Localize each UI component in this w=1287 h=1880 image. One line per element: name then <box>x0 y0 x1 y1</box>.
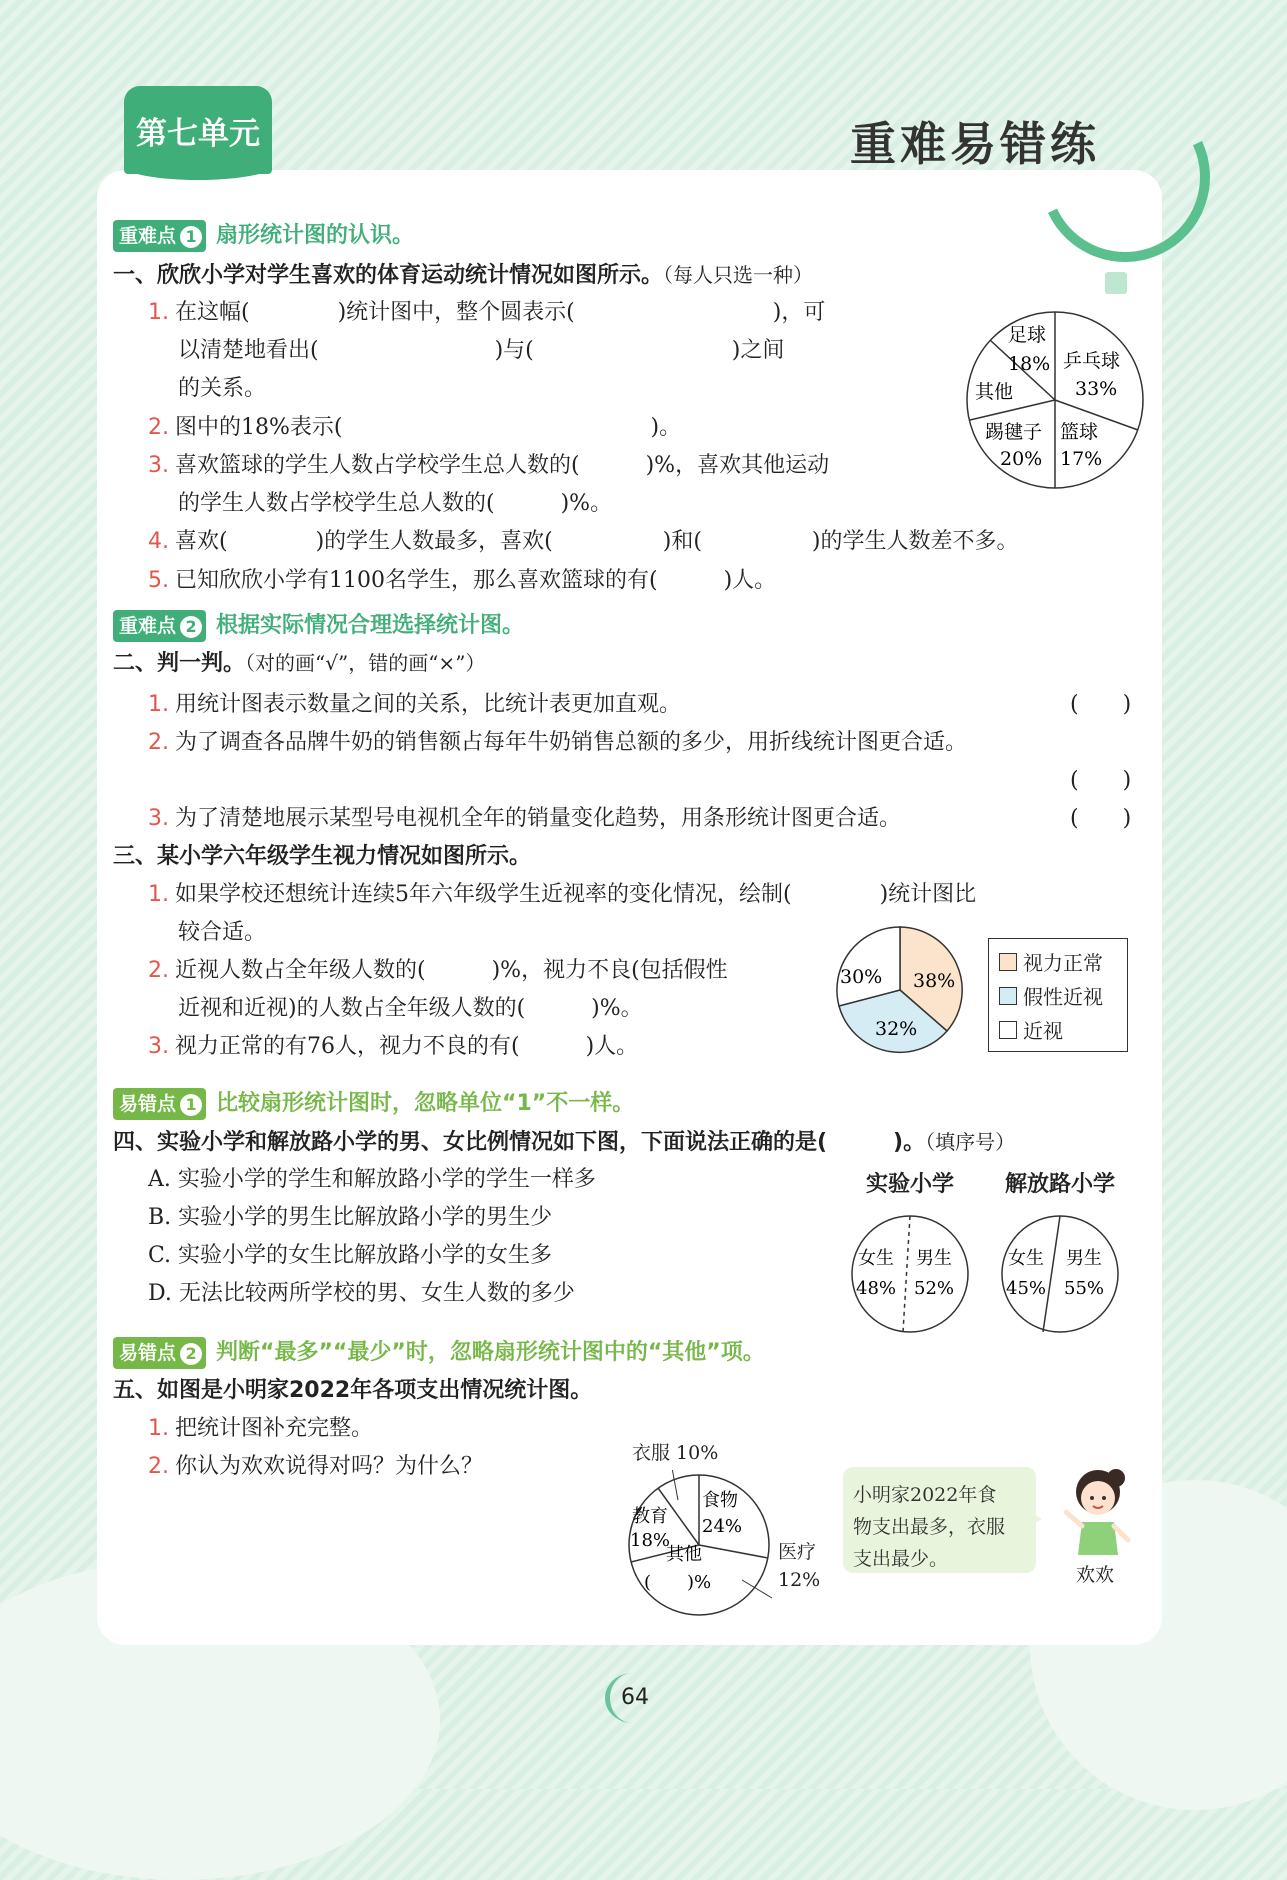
legend-item-myopia: 近视 <box>999 1015 1063 1044</box>
pie-label-football: 足球 <box>1008 324 1047 346</box>
question-5-title: 五、如图是小明家2022年各项支出情况统计图。 <box>113 1378 593 1403</box>
q3-item-3: 3. 视力正常的有76人，视力不良的有( )人。 <box>148 1034 639 1059</box>
svg-text:女生: 女生 <box>858 1248 894 1269</box>
pie-label-medical: 医疗 <box>778 1541 817 1563</box>
pie-label-basketball-pct: 17% <box>1060 448 1103 470</box>
section-tag-key-1: 重难点 1 扇形统计图的认识。 <box>113 220 414 252</box>
q1-item-5: 5. 已知欣欣小学有1100名学生，那么喜欢篮球的有( )人。 <box>148 568 777 593</box>
pie-label-pingpong-pct: 33% <box>1075 378 1118 400</box>
balloon-basket-decoration <box>1105 272 1127 294</box>
q1-item-1: 1. 在这幅( )统计图中，整个圆表示( )，可 <box>148 300 826 325</box>
q1-item-1-line-3: 的关系。 <box>178 376 267 401</box>
svg-text:45%: 45% <box>1006 1278 1047 1299</box>
svg-text:52%: 52% <box>914 1278 955 1299</box>
q4-option-a: A. 实验小学的学生和解放路小学的学生一样多 <box>148 1167 596 1192</box>
page-number: 64 <box>605 1673 660 1723</box>
svg-text:食物: 食物 <box>702 1490 738 1511</box>
character-name: 欢欢 <box>1076 1564 1115 1586</box>
q5-item-1: 1. 把统计图补充完整。 <box>148 1416 374 1441</box>
legend-item-pseudo: 假性近视 <box>999 981 1103 1010</box>
pie-label-pingpong: 乒乓球 <box>1063 350 1121 372</box>
school-a-pie-chart <box>848 1212 972 1336</box>
school-b-title: 解放路小学 <box>1005 1172 1116 1197</box>
unit-tag <box>124 86 272 174</box>
q2-item-3: 3. 为了清楚地展示某型号电视机全年的销量变化趋势，用条形统计图更合适。 <box>148 806 902 831</box>
q2-item-1-answer-blank[interactable]: ( ) <box>1070 692 1132 717</box>
svg-text:男生: 男生 <box>1066 1248 1102 1269</box>
section-tag-error-2: 易错点 2 判断“最多”“最少”时，忽略扇形统计图中的“其他”项。 <box>113 1337 765 1369</box>
pie-label-medical-pct: 12% <box>778 1569 821 1591</box>
pie-label-other: 其他 <box>975 381 1014 403</box>
q2-item-1: 1. 用统计图表示数量之间的关系，比统计表更加直观。 <box>148 692 682 717</box>
q3-item-2-line-2: 近视和近视)的人数占全年级人数的( )%。 <box>178 996 643 1021</box>
question-2-title: 二、判一判。（对的画“√”，错的画“×”） <box>113 651 486 676</box>
question-3-title: 三、某小学六年级学生视力情况如图所示。 <box>113 844 532 869</box>
school-a-title: 实验小学 <box>866 1172 955 1197</box>
pie-label-clothes: 衣服 10% <box>632 1442 719 1464</box>
section-tag-key-2: 重难点 2 根据实际情况合理选择统计图。 <box>113 610 524 642</box>
q2-item-3-answer-blank[interactable]: ( ) <box>1070 806 1132 831</box>
question-4-title: 四、实验小学和解放路小学的男、女比例情况如下图，下面说法正确的是( )。（填序号） <box>113 1130 1016 1155</box>
pie-label-shuttlecock-pct: 20% <box>1000 448 1043 470</box>
svg-text:其他: 其他 <box>666 1544 702 1565</box>
expense-pie-chart <box>624 1470 774 1620</box>
q1-item-2: 2. 图中的18%表示( )。 <box>148 415 682 440</box>
svg-text:55%: 55% <box>1064 1278 1105 1299</box>
section-tag-error-1: 易错点 1 比较扇形统计图时，忽略单位“1”不一样。 <box>113 1088 634 1120</box>
pie-label-basketball: 篮球 <box>1060 421 1099 443</box>
q3-item-1-line-2: 较合适。 <box>178 920 267 945</box>
q1-item-3-line-2: 的学生人数占学校学生总人数的( )%。 <box>178 491 613 516</box>
girl-character-icon <box>1058 1460 1138 1560</box>
page-title: 重难易错练 <box>850 117 1100 171</box>
pie-label-30: 30% <box>840 966 883 988</box>
pie-label-shuttlecock: 踢毽子 <box>985 421 1043 443</box>
pie-label-32: 32% <box>875 1018 918 1040</box>
pie-label-football-pct: 18% <box>1008 353 1051 375</box>
q4-option-b: B. 实验小学的男生比解放路小学的男生少 <box>148 1205 553 1230</box>
q3-item-2: 2. 近视人数占全年级人数的( )%，视力不良(包括假性 <box>148 958 728 983</box>
svg-text:( )%: ( )% <box>644 1572 712 1593</box>
q2-item-2-answer-blank[interactable]: ( ) <box>1070 768 1132 793</box>
q4-option-c: C. 实验小学的女生比解放路小学的女生多 <box>148 1243 553 1268</box>
unit-label: 第七单元 <box>136 115 260 152</box>
q3-item-1: 1. 如果学校还想统计连续5年六年级学生近视率的变化情况，绘制( )统计图比 <box>148 882 977 907</box>
vision-legend <box>988 938 1128 1052</box>
pie-label-38: 38% <box>913 970 956 992</box>
vision-pie-chart <box>835 925 965 1055</box>
svg-text:女生: 女生 <box>1008 1248 1044 1269</box>
legend-item-normal: 视力正常 <box>999 947 1103 976</box>
svg-text:24%: 24% <box>702 1516 743 1537</box>
speech-bubble: 小明家2022年食 物支出最多，衣服 支出最少。 <box>843 1467 1036 1573</box>
q2-item-2: 2. 为了调查各品牌牛奶的销售额占每年牛奶销售总额的多少，用折线统计图更合适。 <box>148 730 968 755</box>
q5-item-2: 2. 你认为欢欢说得对吗？为什么？ <box>148 1454 484 1479</box>
svg-text:教育: 教育 <box>632 1506 668 1527</box>
sports-pie-chart <box>960 305 1150 495</box>
q1-item-1-line-2: 以清楚地看出( )与( )之间 <box>178 338 785 363</box>
q1-item-4: 4. 喜欢( )的学生人数最多，喜欢( )和( )的学生人数差不多。 <box>148 529 1019 554</box>
q4-option-d: D. 无法比较两所学校的男、女生人数的多少 <box>148 1281 575 1306</box>
q1-item-3: 3. 喜欢篮球的学生人数占学校学生总人数的( )%，喜欢其他运动 <box>148 453 830 478</box>
question-1-title: 一、欣欣小学对学生喜欢的体育运动统计情况如图所示。（每人只选一种） <box>113 263 814 288</box>
svg-text:男生: 男生 <box>916 1248 952 1269</box>
svg-text:48%: 48% <box>856 1278 897 1299</box>
svg-text:18%: 18% <box>630 1530 671 1551</box>
school-b-pie-chart <box>998 1212 1122 1336</box>
